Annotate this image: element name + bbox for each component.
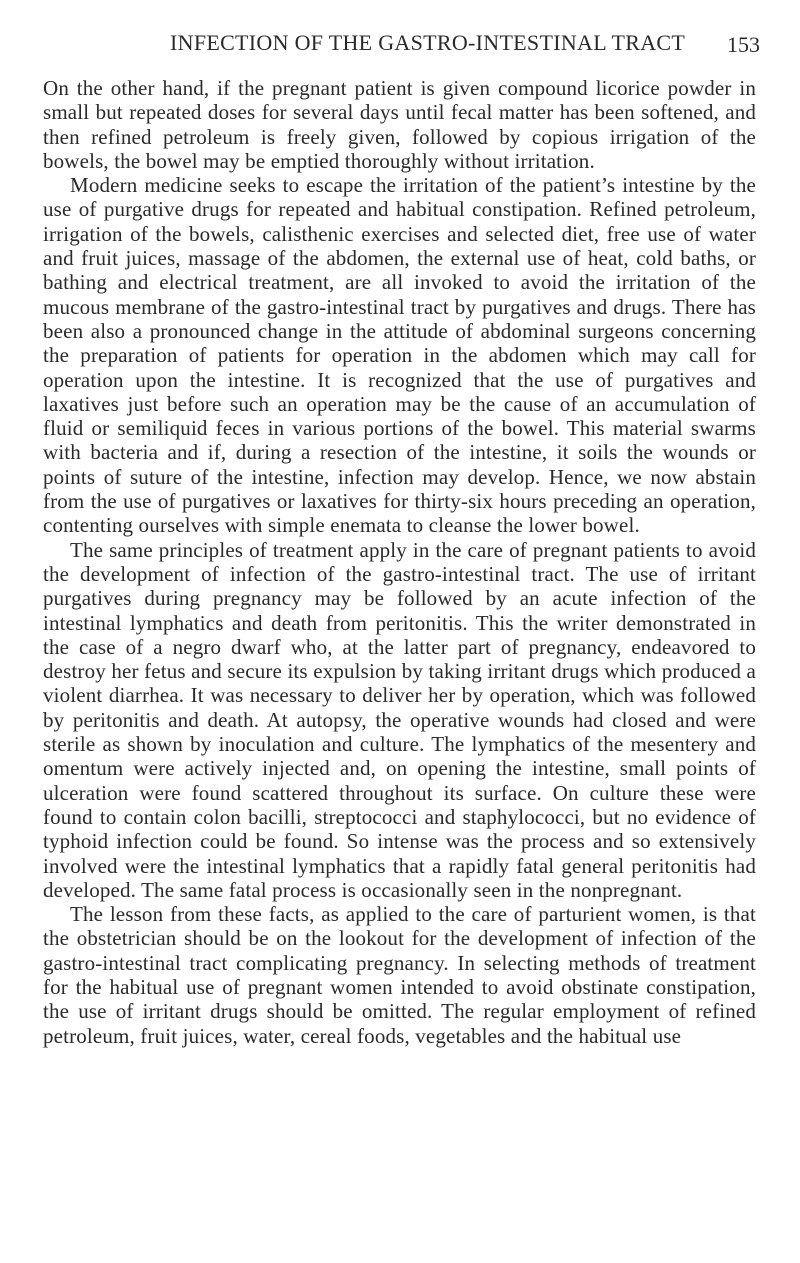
running-title: INFECTION OF THE GASTRO-INTESTINAL TRACT (170, 30, 686, 55)
paragraph-1: On the other hand, if the pregnant patient is given compound licorice powder in small but repeated doses for several days until fecal matter has been softened, and then refined petroleum is freely given, followed by copious irrigation of the bowels, the bowel may be emptied thoroughly without irritation. (43, 76, 756, 173)
body-text (43, 76, 756, 1048)
paragraph-2: Modern medicine seeks to escape the irritation of the patient’s intestine by the use of purgative drugs for repeated and habitual constipation. Refined petroleum, irrigation of the bowels, calisthenic exercises and selected diet, free use of water and fruit juices, massage of the abdomen, the external use of heat, cold baths, or bathing and electrical treatment, are all invoked to avoid the irritation of the mucous membrane of the gastro-intestinal tract by purgatives and drugs. There has been also a pronounced change in the attitude of abdominal surgeons concerning the preparation of patients for operation in the abdomen which may call for operation upon the intestine. It is recognized that the use of purgatives and laxatives just before such an operation may be the cause of an accumulation of fluid or semiliquid feces in various portions of the bowel. This material swarms with bacteria and if, during a resection of the intestine, it soils the wounds or points of suture of the intestine, infection may develop. Hence, we now abstain from the use of purgatives or laxatives for thirty-six hours preceding an operation, contenting ourselves with simple enemata to cleanse the lower bowel. (43, 173, 756, 538)
page-number: 153 (727, 32, 760, 57)
paragraph-4: The lesson from these facts, as applied to the care of parturient women, is that the obstetrician should be on the lookout for the development of infection of the gastro-intestinal tract complicating pregnancy. In selecting methods of treatment for the habitual use of pregnant women intended to avoid obstinate constipation, the use of irritant drugs should be omitted. The regular employment of refined petroleum, fruit juices, water, cereal foods, vegetables and the habitual use (43, 902, 756, 1048)
running-head (170, 30, 760, 60)
paragraph-3: The same principles of treatment apply in the care of pregnant patients to avoid the development of infection of the gastro-intestinal tract. The use of irritant purgatives during pregnancy may be followed by an acute infection of the intestinal lymphatics and death from peritonitis. This the writer demonstrated in the case of a negro dwarf who, at the latter part of pregnancy, endeavored to destroy her fetus and secure its expulsion by taking irritant drugs which produced a violent diarrhea. It was necessary to deliver her by operation, which was followed by peritonitis and death. At autopsy, the operative wounds had closed and were sterile as shown by inoculation and culture. The lymphatics of the mesentery and omentum were actively injected and, on opening the intestine, small points of ulceration were found scattered throughout its surface. On culture these were found to contain colon bacilli, streptococci and staphylococci, but no evidence of typhoid infection could be found. So intense was the process and so extensively involved were the intestinal lymphatics that a rapidly fatal general peritonitis had developed. The same fatal process is occasionally seen in the nonpregnant. (43, 537, 756, 902)
